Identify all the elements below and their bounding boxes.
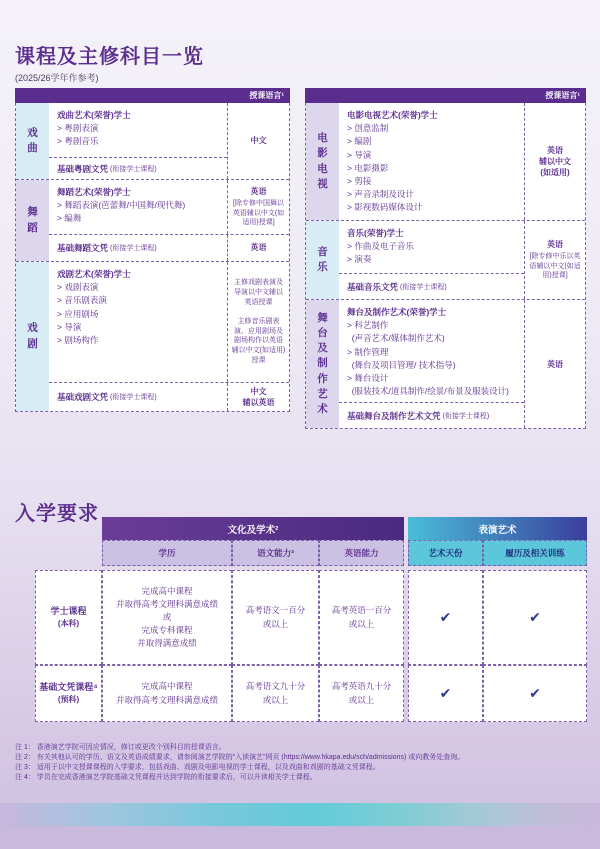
footnotes [15,743,590,784]
text-line: 完成高中课程 [141,681,193,692]
column-header-english: 英语能力 [319,540,404,566]
major-item: > 舞台设计 [347,372,389,383]
group-header-academic: 文化及学术² [102,517,404,540]
degree-title: 音乐(荣誉)学士 [347,228,404,238]
course-section-header [15,40,204,84]
language-cell: 英语 [227,235,289,261]
course-block-film-tv [306,103,585,220]
language-cell: 英语 [除专修中国舞以英语辅以中文(如适用)授课] [227,180,289,234]
degree-cell [339,221,524,273]
major-list [347,319,516,398]
diploma-title: 基础舞台及制作艺术文凭 [347,410,441,421]
diploma-row [49,382,289,411]
text-line: 完成高中课程 [141,585,193,596]
major-item: > 粤剧音乐 [57,136,99,147]
major-item: > 演奏 [347,254,372,265]
major-list [57,122,219,148]
major-list [57,281,219,347]
major-item: > 舞蹈表演(芭蕾舞/中国舞/现代舞) [57,200,186,211]
cell-training-foundation [483,665,587,722]
diploma-cell [49,157,227,179]
bottom-margin [0,826,600,849]
diploma-note: (衔接学士课程) [110,245,157,252]
degree-title: 舞蹈艺术(荣誉)学士 [57,187,131,197]
major-item: > 编剧 [347,136,372,147]
major-item: > 电影摄影 [347,162,389,173]
cell-training-bachelor [483,570,587,665]
diploma-note: (衔接学士课程) [400,283,447,291]
check-icon: ✔ [529,684,541,701]
text-line: 高考英语一百分 [331,605,392,616]
cell-talent-foundation [408,665,483,722]
bottom-gradient-band [0,803,600,826]
language-column-header-right: 授课语言¹ [305,88,586,103]
text-line: 并取得高考文理科满意成绩 [115,694,218,705]
degree-row [49,262,289,382]
text-line: 并取得满意成绩 [137,638,197,649]
block-content [339,103,524,220]
diploma-title: 基础粤剧文凭 [57,163,109,174]
course-table-right [305,88,586,429]
degree-row [49,180,289,234]
text-line: 或 [162,611,172,622]
diploma-title: 基础音乐文凭 [347,281,399,292]
text-line: 或以上 [348,694,375,705]
language-lines [243,386,275,408]
major-item: > 科艺制作 [347,320,389,331]
major-item: > 戏剧表演 [57,282,99,293]
major-item: > 剧场构作 [57,334,99,345]
degree-cell [49,180,227,234]
check-icon: ✔ [529,608,541,625]
language-line: 辅以英语 [242,398,275,408]
column-header-chinese: 语文能力³ [232,540,319,566]
block-content [49,103,227,179]
diploma-note: (衔接学士课程) [110,394,157,402]
diploma-row [49,234,289,261]
block-label-music: 音乐 [306,221,339,299]
spacer [35,517,102,540]
degree-title: 戏剧艺术(荣誉)学士 [57,269,131,279]
language-line: (如适用) [540,168,570,178]
language-cell [227,383,289,411]
block-label-film-tv: 电影电视 [306,103,339,220]
diploma-note: (衔接学士课程) [442,412,490,420]
major-item: > 影视数码媒体设计 [347,202,423,213]
degree-cell [49,103,227,157]
block-label-tea: 舞台及制作艺术 [306,300,339,428]
major-item: > 粤剧表演 [57,123,99,134]
major-item: > 导演 [347,149,372,160]
check-icon: ✔ [439,684,452,701]
degree-title: 舞台及制作艺术(荣誉)学士 [347,307,447,317]
language-column-header-left: 授课语言¹ [15,88,290,103]
column-header-training: 履历及相关训练 [483,540,587,566]
degree-cell [49,262,227,382]
diploma-cell [49,235,227,261]
diploma-cell [49,383,227,411]
course-block-music [306,220,585,299]
text-line: 高考语文九十分 [245,681,306,692]
row-label-bachelor: 学士课程 (本科) [35,570,102,665]
course-block-dance [16,179,289,261]
footnote-1: 注 1： 香港演艺学院可因应情况，修订或更改个别科目的授课语言。 [15,744,226,751]
course-table-left [15,88,290,412]
language-cell: 中文 [227,103,289,179]
row-label-foundation: 基础文凭课程⁴ (预科) [35,665,102,722]
text-line: 完成专科课程 [141,625,193,636]
major-list [57,199,219,225]
language-line: 辅以中文 [539,156,571,166]
cell-chinese-bachelor [232,570,319,665]
diploma-cell [339,402,524,428]
major-item: (服装技术/道具制作/绘景/布景及服装设计) [347,386,509,397]
admission-table [35,517,587,722]
admission-title: 入学要求 [15,503,99,525]
degree-cell [339,300,524,402]
block-content [339,300,524,428]
cell-chinese-foundation [232,665,319,722]
footnote-3: 注 3： 适用于以中文授课课程的入学要求，包括戏曲、戏剧及电影电视的学士课程，以及戏曲和戏剧的基础文凭课程。 [15,764,380,772]
language-cell: 主修戏剧表演及导演以中文辅以英语授课 主修音乐剧表演、应用剧场及剧场构作以英语辅以中文(如适用)授课 [227,262,289,382]
course-block-theatre-entertainment-arts [306,299,585,428]
cell-qualification-bachelor [102,570,232,665]
page-title: 课程及主修科目一览 [15,46,204,68]
major-item: > 应用剧场 [57,308,99,319]
diploma-title: 基础舞蹈文凭 [57,243,109,253]
major-item: > 制作管理 [347,346,389,357]
group-header-performing-arts: 表演艺术 [408,517,587,540]
block-content [49,180,289,261]
column-header-talent: 艺术天份 [408,540,483,566]
diploma-note: (衔接学士课程) [110,165,157,173]
diploma-cell [339,273,524,299]
cell-english-bachelor [319,570,404,665]
language-cell: 英语 [524,300,585,428]
degree-cell [339,103,524,220]
major-list [347,122,516,214]
block-label-chinese-opera: 戏曲 [16,103,49,179]
text-line: 高考英语九十分 [331,681,392,692]
block-label-drama: 戏剧 [16,262,49,411]
footnote-4: 注 4： 学员在完成香港演艺学院基础文凭课程并达到学院的衔接要求后，可以升读相关学士课程。 [15,774,317,782]
major-item: > 创意监制 [347,123,389,134]
major-item: (舞台及项目管理/ 技术指导) [347,359,456,370]
major-item: > 编舞 [57,213,82,224]
major-list [347,240,516,266]
cell-talent-bachelor [408,570,483,665]
language-cell [524,103,585,220]
language-cell: 英语 [除专修中乐以英语辅以中文(如适用)授课] [524,221,585,299]
text-line: 或以上 [262,694,289,705]
text-line: 或以上 [262,618,289,629]
major-item: (声音艺术/媒体制作艺术) [347,333,445,344]
cell-english-foundation [319,665,404,722]
block-label-dance: 舞蹈 [16,180,49,261]
course-block-chinese-opera [16,103,289,179]
course-block-drama [16,261,289,411]
major-item: > 声音录制及设计 [347,189,414,200]
major-item: > 剪接 [347,175,372,186]
page-subtitle: (2025/26学年作参考) [15,73,99,83]
major-item: > 作曲及电子音乐 [347,241,414,252]
major-item: > 导演 [57,321,82,332]
block-content [339,221,524,299]
column-header-qualification: 学历 [102,540,232,566]
degree-title: 电影电视艺术(荣誉)学士 [347,110,438,120]
footnote-2: 注 2： 有关其他认可的学历、语文及英语成绩要求，请参阅演艺学院的“入读演艺”网页 (https://www.hkapa.edu/sch/admissions) 或向教务处查询。 [15,754,465,762]
diploma-title: 基础戏剧文凭 [57,392,109,403]
language-lines [539,145,571,179]
degree-title: 戏曲艺术(荣誉)学士 [57,110,131,120]
major-item: > 音乐剧表演 [57,295,107,306]
cell-qualification-foundation [102,665,232,722]
language-line: 中文 [250,387,267,396]
text-line: 高考语文一百分 [245,605,306,616]
text-line: 并取得高考文理科满意成绩 [115,598,218,609]
check-icon: ✔ [439,608,452,625]
language-line: 英语 [547,145,563,155]
block-content [49,262,289,411]
text-line: 或以上 [348,618,375,629]
spacer [35,540,102,566]
